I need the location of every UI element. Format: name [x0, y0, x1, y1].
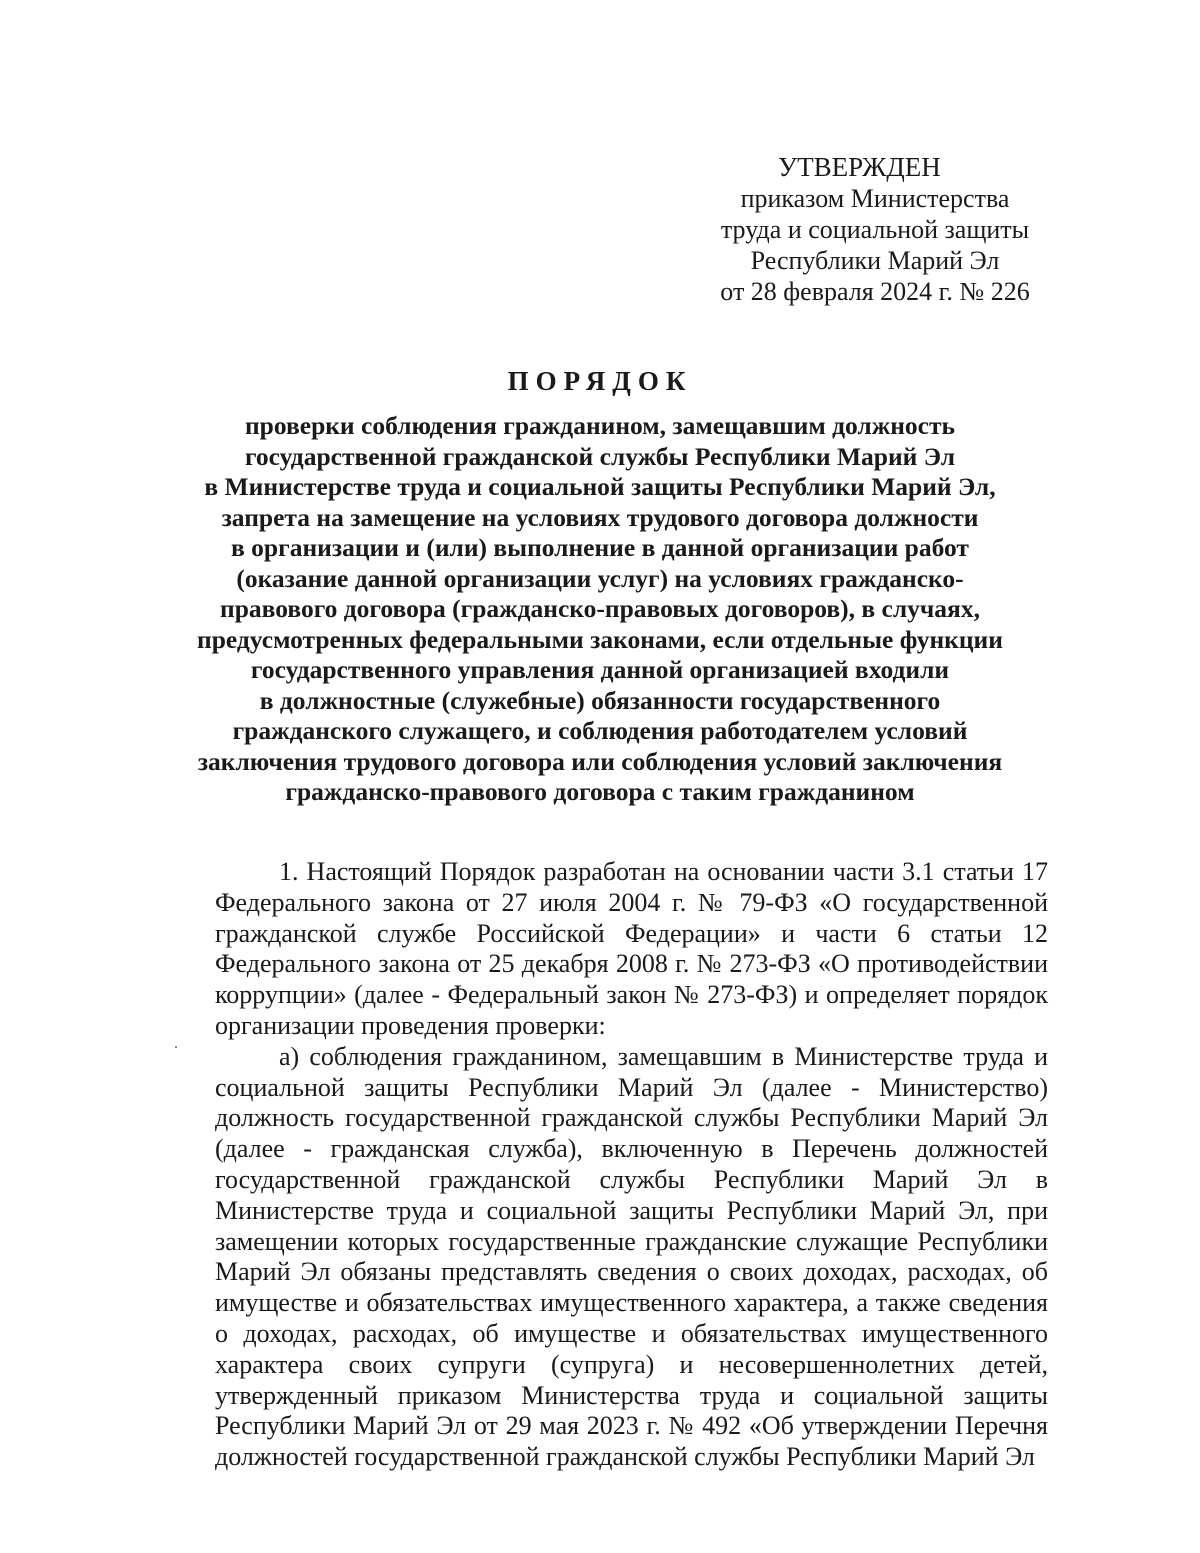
- approval-line-republic: Республики Марий Эл: [750, 246, 1000, 275]
- subtitle-line: гражданско-правового договора с таким гражданином: [285, 777, 915, 806]
- approval-block: [700, 152, 1050, 307]
- approval-line-ministry: труда и социальной защиты: [720, 215, 1030, 244]
- document-subtitle: [150, 411, 1050, 808]
- paragraph-1a: а) соблюдения гражданином, замещавшим в Министерстве труда и социальной защиты Республики Марий Эл (далее - Министерство) должность государственной гражданской службы Республики Марий Эл (далее - гражданская служба), включенную в Перечень должностей государственной гражданской службы Республики Марий Эл в Министерстве труда и социальной защиты Республики Марий Эл, при замещении которых государственные гражданские служащие Республики Марий Эл обязаны представлять сведения о своих доходах, расходах, об имуществе и обязательствах имущественного характера, а также сведения о доходах, расходах, об имуществе и обязательствах имущественного характера своих супруги (супруга) и несовершеннолетних детей, утвержденный приказом Министерства труда и социальной защиты Республики Марий Эл от 29 мая 2023 г. № 492 «Об утверждении Перечня должностей государственной гражданской службы Республики Марий Эл: [215, 1041, 1048, 1472]
- subtitle-line: проверки соблюдения гражданином, замещавшим должность: [244, 411, 955, 440]
- subtitle-line: гражданского служащего, и соблюдения работодателем условий: [232, 716, 968, 745]
- subtitle-line: запрета на замещение на условиях трудового договора должности: [221, 502, 979, 532]
- subtitle-line: заключения трудового договора или соблюдения условий заключения: [197, 746, 1003, 776]
- subtitle-line: предусмотренных федеральными законами, если отдельные функции: [197, 624, 1003, 654]
- subtitle-line: в должностные (служебные) обязанности государственного: [259, 685, 941, 715]
- subtitle-line: государственного управления данной организацией входили: [250, 655, 950, 684]
- document-body: [215, 857, 1048, 1473]
- paragraph-1: 1. Настоящий Порядок разработан на основании части 3.1 статьи 17 Федерального закона от 27 июля 2004 г. № 79-ФЗ «О государственной гражданской службе Российской Федерации» и части 6 статьи 12 Федерального закона от 25 декабря 2008 г. № 273-ФЗ «О противодействии коррупции» (далее - Федеральный закон № 273-ФЗ) и определяет порядок организации проведения проверки:: [215, 857, 1048, 1040]
- scan-speck: [175, 1046, 177, 1048]
- subtitle-line: правового договора (гражданско-правовых договоров), в случаях,: [220, 594, 980, 623]
- document-title: ПОРЯДОК: [507, 366, 693, 396]
- subtitle-line: в Министерстве труда и социальной защиты Республики Марий Эл,: [204, 472, 996, 501]
- approval-line-order: приказом Министерства: [740, 184, 1010, 213]
- approval-title: УТВЕРЖДЕН: [778, 152, 941, 182]
- approval-line-date-number: от 28 февраля 2024 г. № 226: [720, 277, 1030, 306]
- subtitle-line: в организации и (или) выполнение в данной организации работ: [231, 533, 969, 562]
- subtitle-line: (оказание данной организации услуг) на условиях гражданско-: [236, 563, 964, 593]
- subtitle-line: государственной гражданской службы Республики Марий Эл: [244, 441, 956, 471]
